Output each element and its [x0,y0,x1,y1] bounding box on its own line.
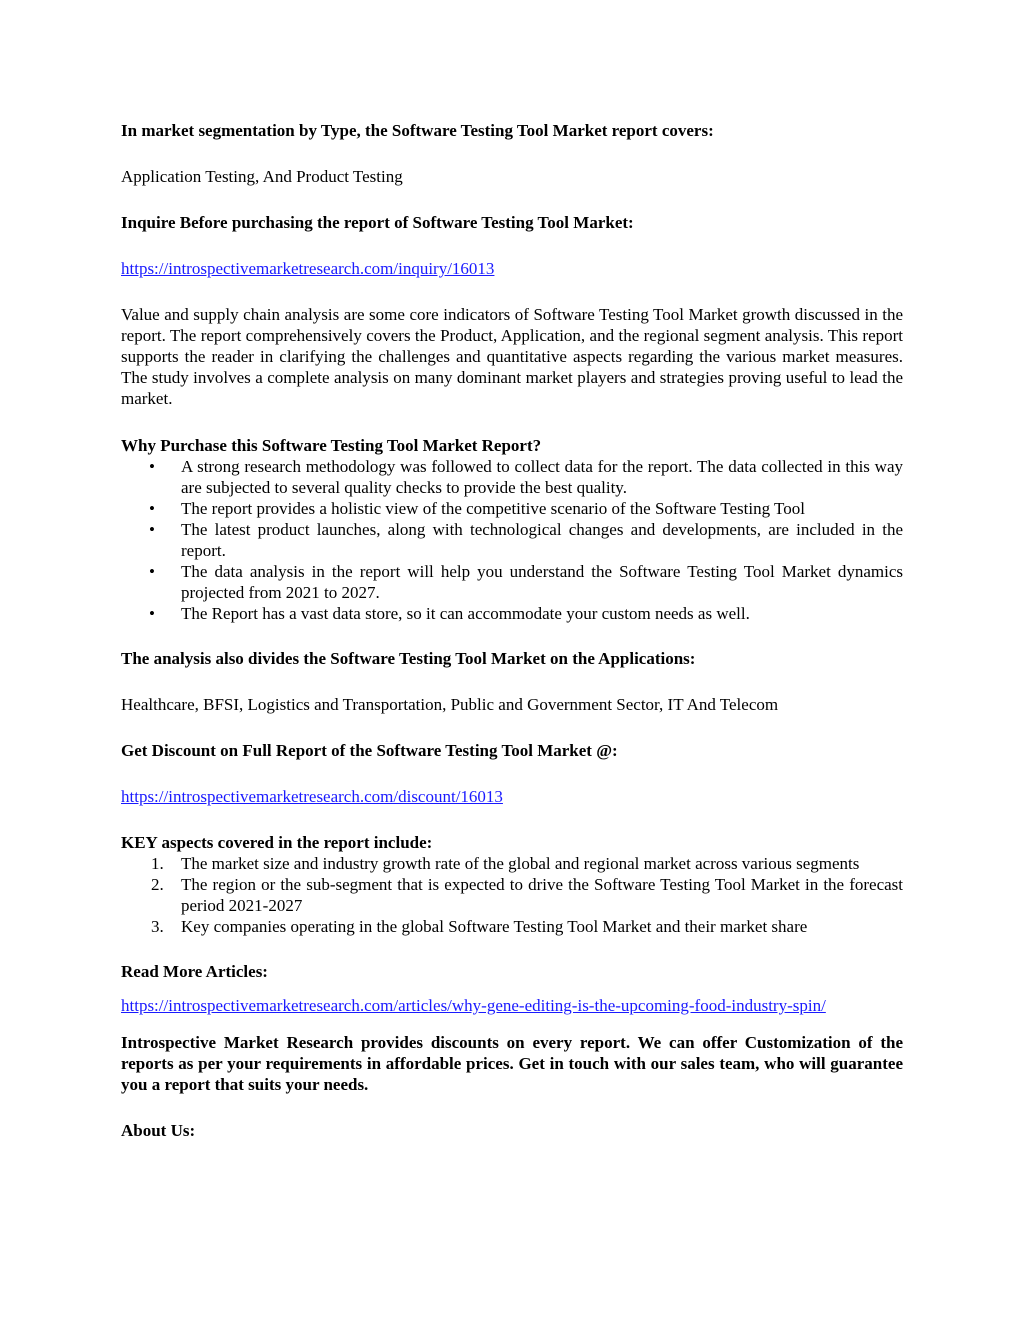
discount-heading: Get Discount on Full Report of the Software Testing Tool Market @: [121,741,618,760]
list-item [121,853,903,874]
type-segmentation-values: Application Testing, And Product Testing [121,167,403,186]
list-item [121,561,903,603]
list-item [121,498,903,519]
inquire-heading: Inquire Before purchasing the report of Software Testing Tool Market: [121,213,634,232]
key-aspects-list [121,853,903,937]
list-item [121,874,903,916]
bullet-marker: • [149,457,155,476]
bullet-marker: • [149,604,155,623]
discount-link[interactable]: https://introspectivemarketresearch.com/discount/16013 [121,787,503,806]
inquiry-link[interactable]: https://introspectivemarketresearch.com/inquiry/16013 [121,259,495,278]
list-item [121,456,903,498]
key-aspects-heading: KEY aspects covered in the report include: [121,833,433,852]
list-item [121,603,903,624]
bullet-marker: • [149,562,155,581]
why-purchase-heading: Why Purchase this Software Testing Tool Market Report? [121,436,542,455]
list-item [121,519,903,561]
list-item-text: The market size and industry growth rate of the global and regional market across various segments [181,854,860,873]
about-us-heading: About Us: [121,1121,196,1140]
list-number: 1. [151,854,164,873]
list-item-text: The latest product launches, along with technological changes and developments, are included in the report. [181,520,903,560]
bullet-marker: • [149,499,155,518]
list-item-text: The region or the sub-segment that is expected to drive the Software Testing Tool Market in the forecast period 2021-2027 [181,875,903,915]
list-item-text: The data analysis in the report will help you understand the Software Testing Tool Market dynamics projected from 2021 to 2027. [181,562,903,602]
list-item-text: The Report has a vast data store, so it can accommodate your custom needs as well. [181,604,750,623]
value-chain-paragraph: Value and supply chain analysis are some core indicators of Software Testing Tool Market growth discussed in the report. The report comprehensively covers the Product, Application, and the regional segment analysis. This report supports the reader in clarifying the challenges and quantitative aspects regarding the various market measures. The study involves a complete analysis on many dominant market players and strategies proving useful to lead the market. [121,305,903,408]
discount-link-paragraph [121,786,903,807]
list-item-text: Key companies operating in the global Software Testing Tool Market and their market share [181,917,808,936]
discount-offer-paragraph: Introspective Market Research provides discounts on every report. We can offer Customization of the reports as per your requirements in affordable prices. Get in touch with our sales team, who will guarantee you a report that suits your needs. [121,1033,903,1094]
list-item [121,916,903,937]
list-item-text: A strong research methodology was followed to collect data for the report. The data collected in this way are subjected to several quality checks to provide the best quality. [181,457,903,497]
list-item-text: The report provides a holistic view of the competitive scenario of the Software Testing Tool [181,499,805,518]
inquire-link-paragraph [121,258,903,279]
list-number: 3. [151,917,164,936]
applications-values: Healthcare, BFSI, Logistics and Transportation, Public and Government Sector, IT And Telecom [121,695,779,714]
bullet-marker: • [149,520,155,539]
article-link[interactable]: https://introspectivemarketresearch.com/articles/why-gene-editing-is-the-upcoming-food-industry-spin/ [121,996,826,1015]
applications-heading: The analysis also divides the Software Testing Tool Market on the Applications: [121,649,696,668]
document-page [121,120,903,1141]
read-more-link-paragraph [121,995,903,1016]
read-more-heading: Read More Articles: [121,962,268,981]
type-segmentation-heading: In market segmentation by Type, the Software Testing Tool Market report covers: [121,121,714,140]
why-purchase-list [121,456,903,624]
list-number: 2. [151,875,164,894]
